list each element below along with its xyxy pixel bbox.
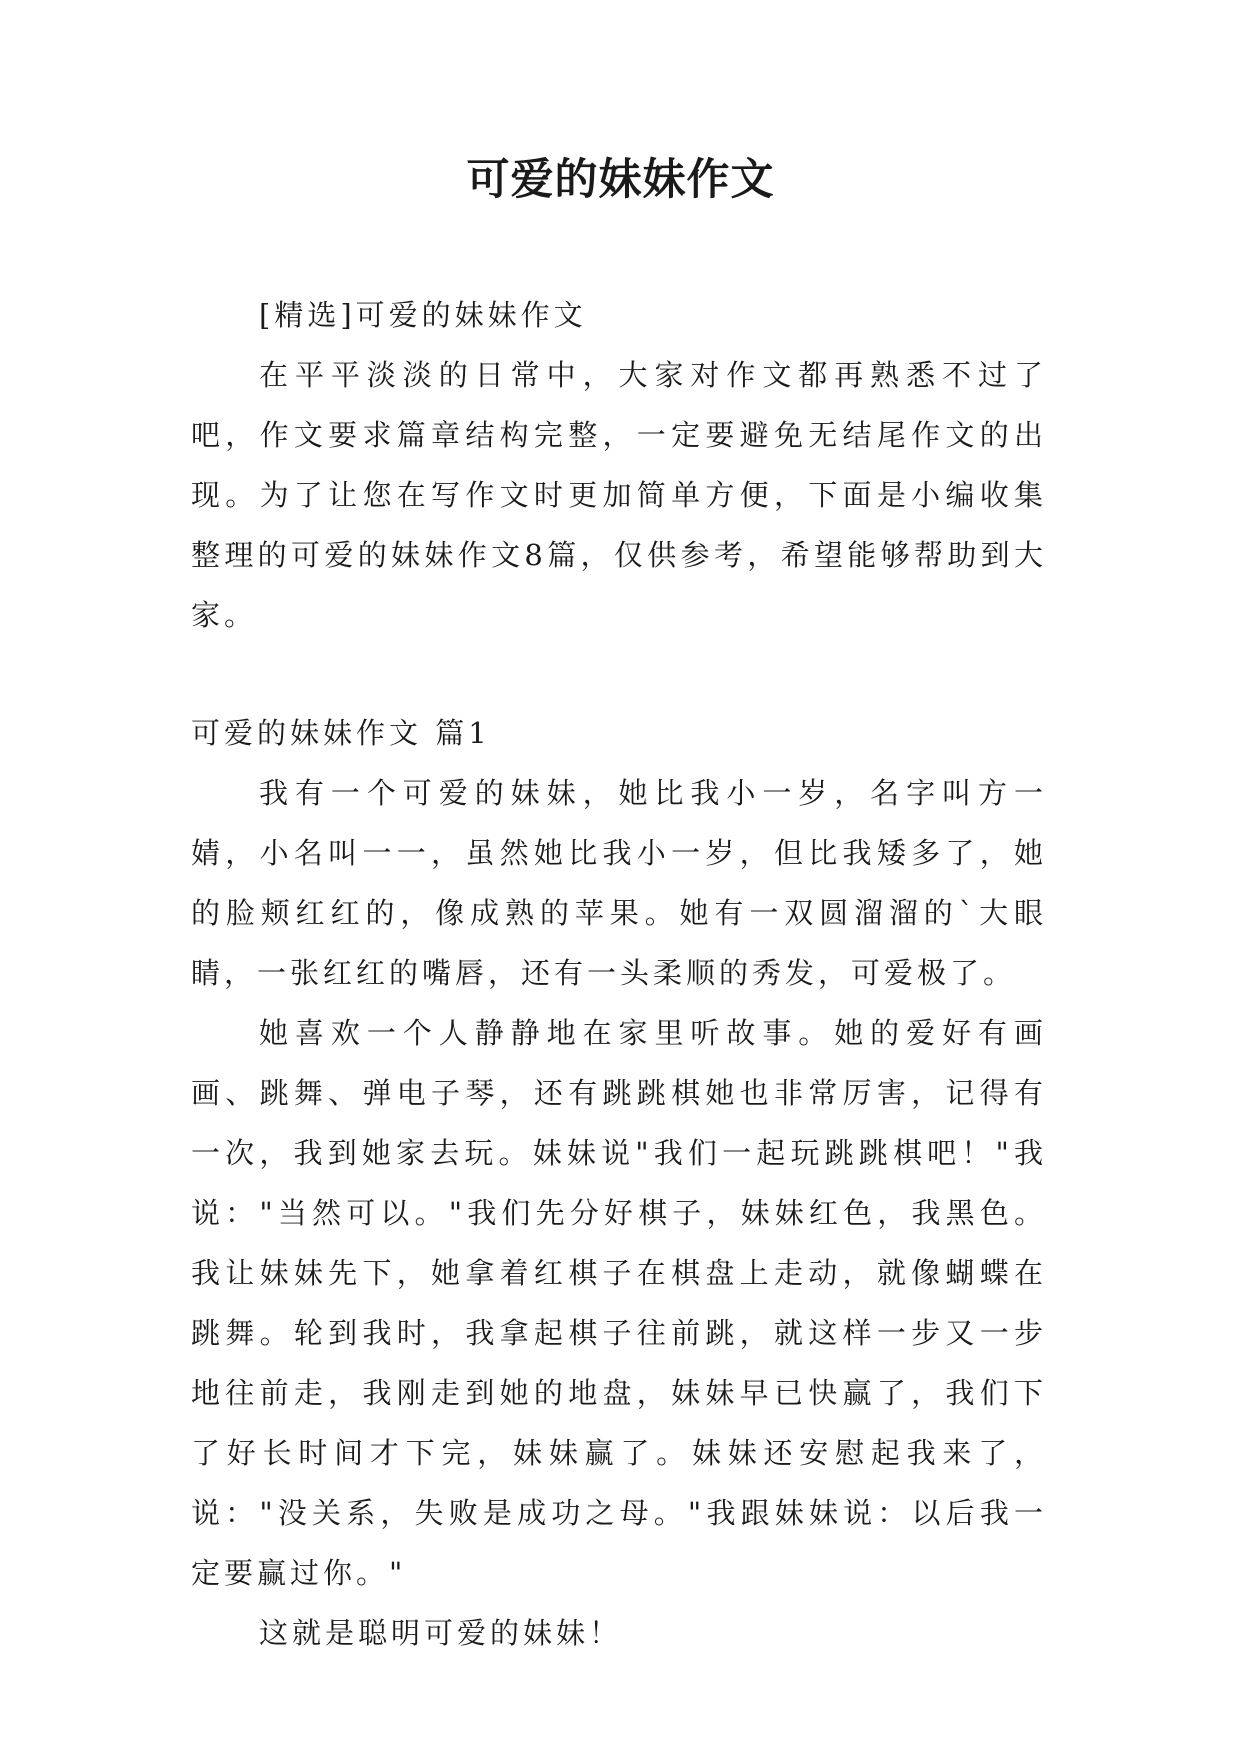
document-subtitle: [精选]可爱的妹妹作文 [259, 298, 587, 332]
document-body [191, 285, 1047, 1663]
body-paragraph: 她喜欢一个人静静地在家里听故事。她的爱好有画画、跳舞、弹电子琴，还有跳跳棋她也非常厉害，记得有一次，我到她家去玩。妹妹说"我们一起玩跳跳棋吧！"我说："当然可以。"我们先分好棋子，妹妹红色，我黑色。我让妹妹先下，她拿着红棋子在棋盘上走动，就像蝴蝶在跳舞。轮到我时，我拿起棋子往前跳，就这样一步又一步地往前走，我刚走到她的地盘，妹妹早已快赢了，我们下了好长时间才下完，妹妹赢了。妹妹还安慰起我来了，说："没关系，失败是成功之母。"我跟妹妹说：以后我一定要赢过你。" [191, 1016, 1047, 1590]
page-title: 可爱的妹妹作文 [466, 155, 775, 205]
section-heading: 可爱的妹妹作文 篇1 [191, 716, 491, 750]
intro-paragraph: 在平平淡淡的日常中，大家对作文都再熟悉不过了吧，作文要求篇章结构完整，一定要避免无结尾作文的出现。为了让您在写作文时更加简单方便，下面是小编收集整理的可爱的妹妹作文8篇，仅供参考，希望能够帮助到大家。 [191, 358, 1047, 632]
body-paragraph: 我有一个可爱的妹妹，她比我小一岁，名字叫方一婧，小名叫一一，虽然她比我小一岁，但比我矮多了，她的脸颊红红的，像成熟的苹果。她有一双圆溜溜的`大眼睛，一张红红的嘴唇，还有一头柔顺的秀发，可爱极了。 [191, 776, 1047, 990]
body-paragraph: 这就是聪明可爱的妹妹！ [259, 1616, 623, 1650]
